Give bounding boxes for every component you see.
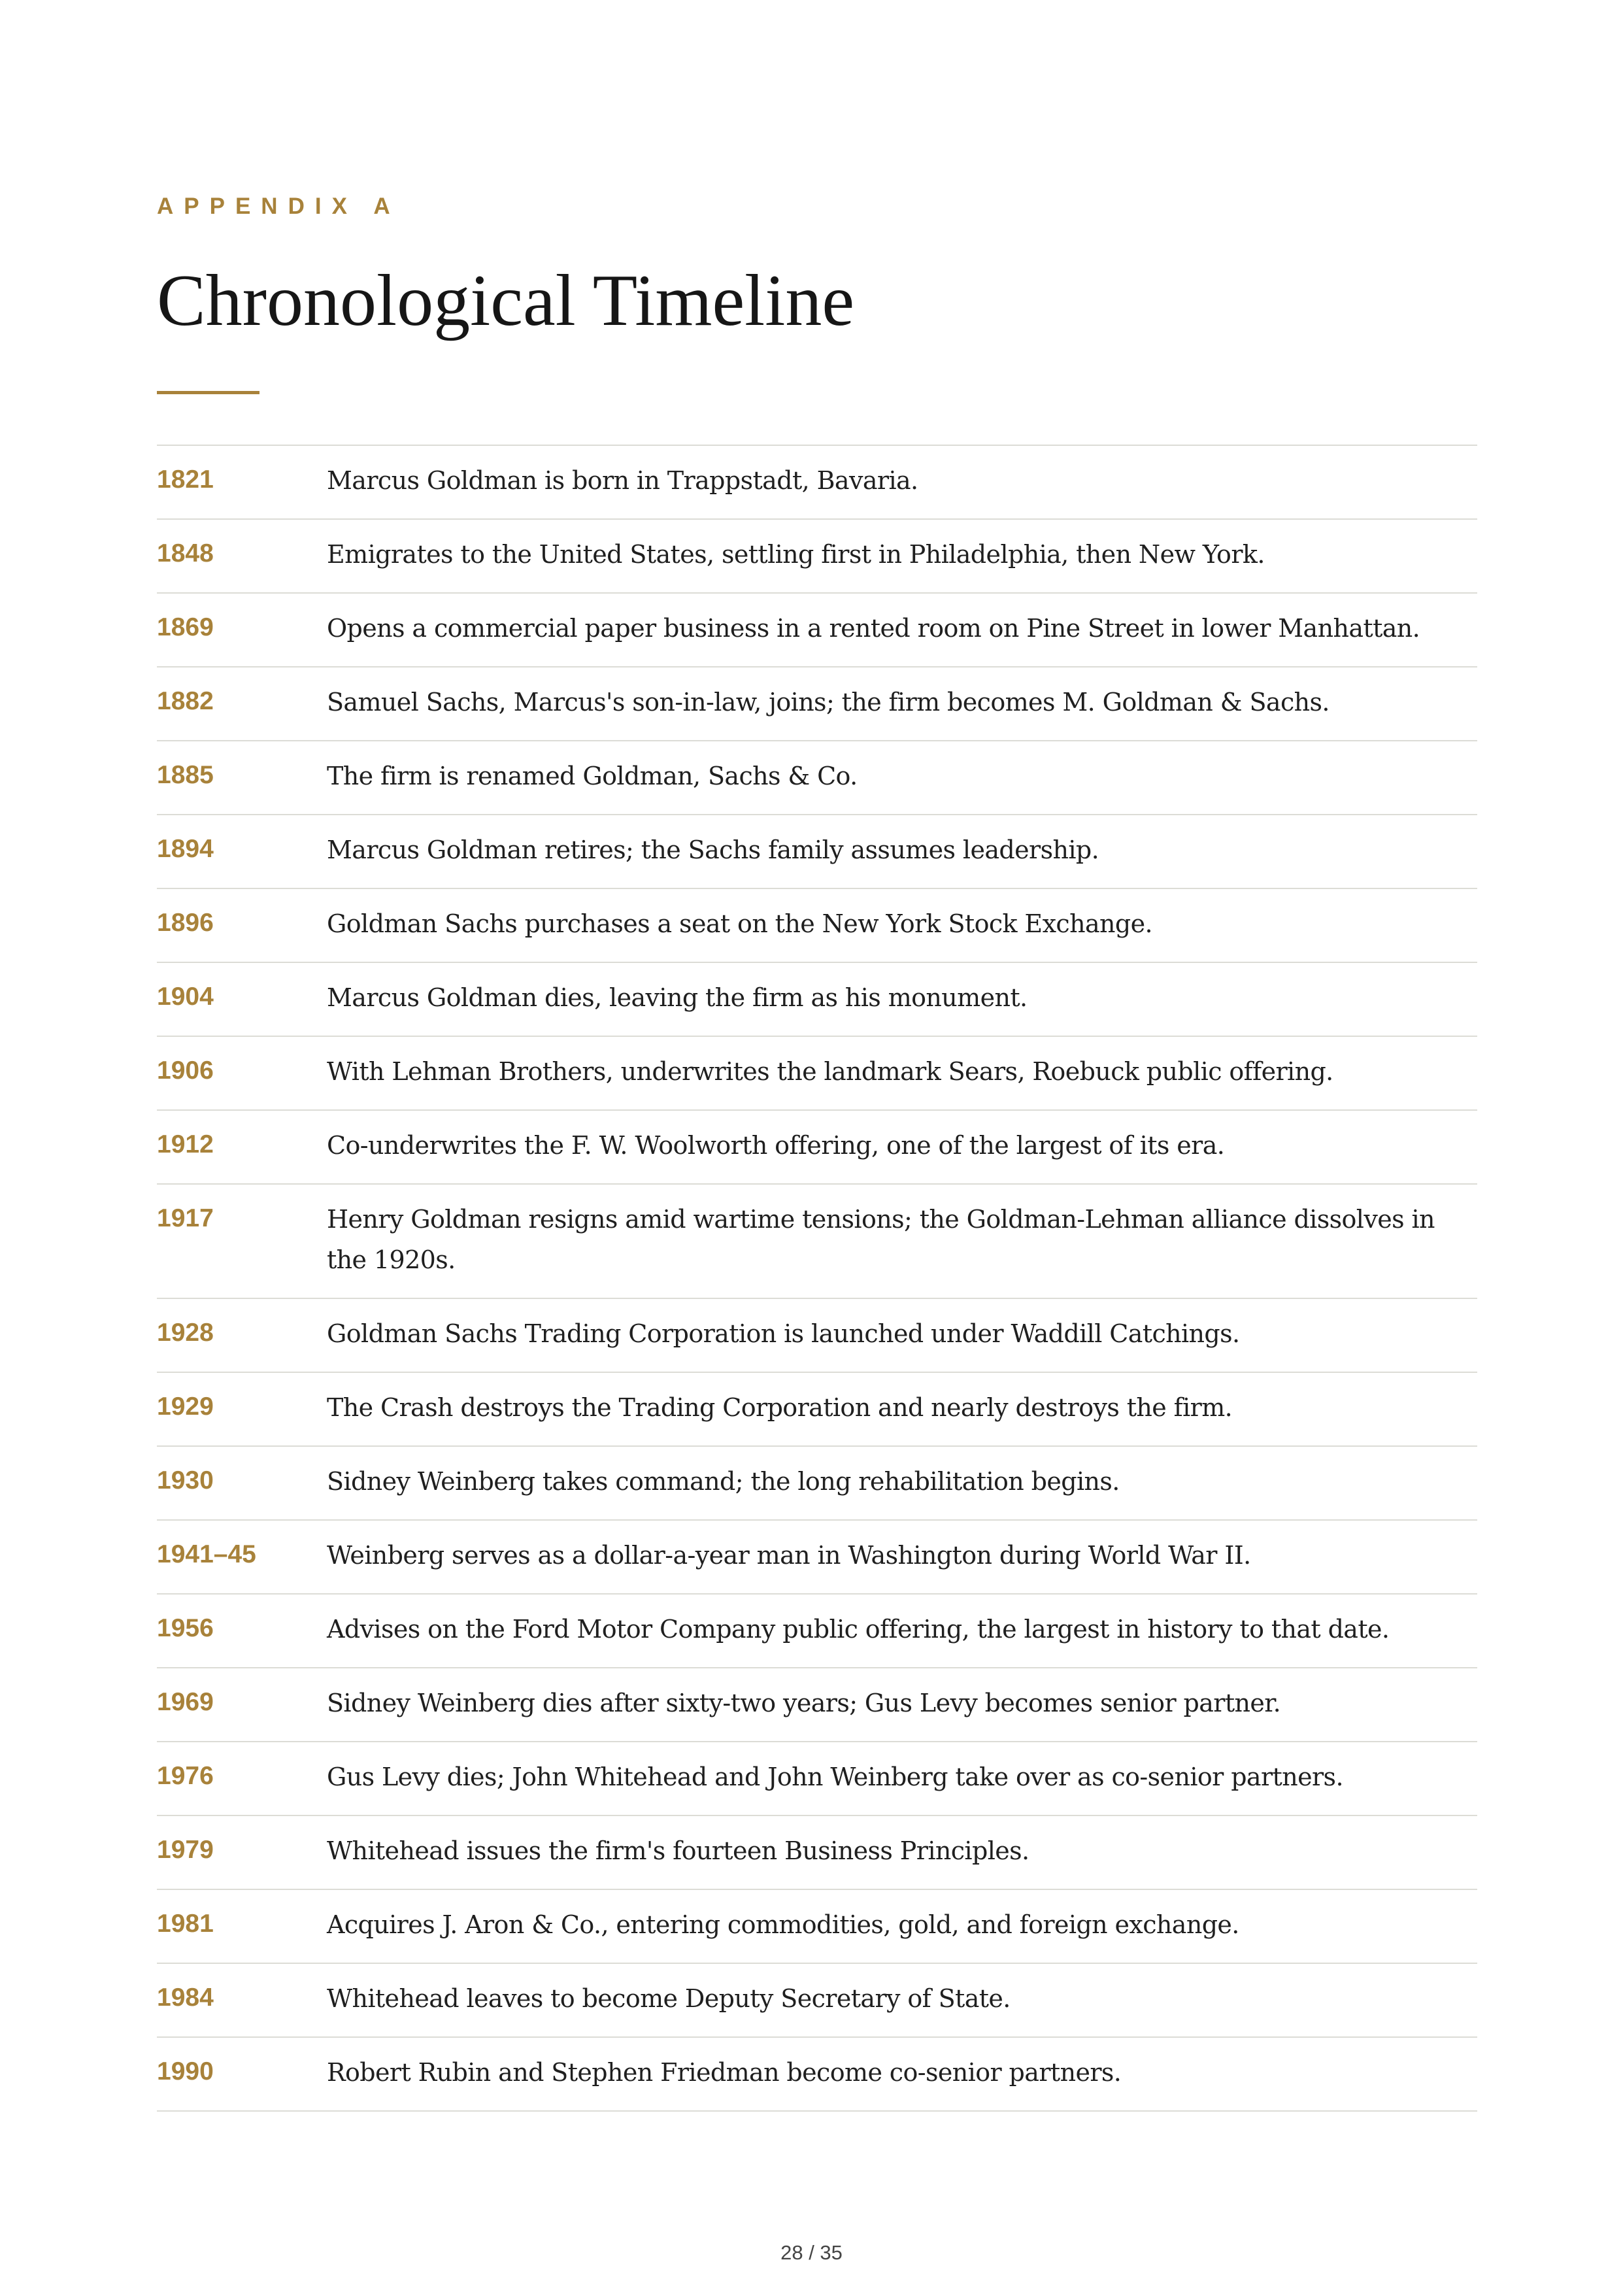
timeline-event: The Crash destroys the Trading Corporation and nearly destroys the firm. — [327, 1393, 1233, 1422]
timeline-row — [157, 815, 1477, 889]
timeline-year: 1984 — [157, 1984, 214, 2012]
timeline-year: 1885 — [157, 761, 214, 789]
title-divider — [157, 391, 259, 394]
timeline-row — [157, 1037, 1477, 1111]
timeline-event: Samuel Sachs, Marcus's son-in-law, joins; the firm becomes M. Goldman & Sachs. — [327, 688, 1330, 717]
timeline-row — [157, 520, 1477, 594]
timeline-event: Sidney Weinberg dies after sixty-two years; Gus Levy becomes senior partner. — [327, 1689, 1281, 1717]
timeline-event: Goldman Sachs Trading Corporation is launched under Waddill Catchings. — [327, 1319, 1240, 1348]
timeline-event: Goldman Sachs purchases a seat on the New York Stock Exchange. — [327, 909, 1152, 938]
timeline-row — [157, 1668, 1477, 1742]
timeline-row — [157, 1299, 1477, 1373]
timeline-table — [157, 445, 1477, 2112]
timeline-row — [157, 1111, 1477, 1185]
timeline-year: 1848 — [157, 539, 214, 567]
timeline-row — [157, 741, 1477, 815]
timeline-event: Robert Rubin and Stephen Friedman become co-senior partners. — [327, 2058, 1122, 2087]
timeline-event: Marcus Goldman is born in Trappstadt, Bavaria. — [327, 466, 918, 495]
timeline-year: 1976 — [157, 1762, 214, 1790]
timeline-event: Co-underwrites the F. W. Woolworth offering, one of the largest of its era. — [327, 1131, 1225, 1160]
timeline-event: Gus Levy dies; John Whitehead and John Weinberg take over as co-senior partners. — [327, 1763, 1343, 1791]
timeline-row — [157, 1447, 1477, 1521]
timeline-row — [157, 1816, 1477, 1890]
timeline-row — [157, 667, 1477, 741]
section-eyebrow: APPENDIX A — [157, 194, 401, 219]
timeline-year: 1821 — [157, 465, 214, 494]
timeline-event: Henry Goldman resigns amid wartime tensions; the Goldman-Lehman alliance dissolves in the 1920s. — [327, 1205, 1435, 1274]
timeline-event: Sidney Weinberg takes command; the long rehabilitation begins. — [327, 1467, 1120, 1496]
timeline-row — [157, 446, 1477, 520]
timeline-row — [157, 1185, 1477, 1299]
timeline-row — [157, 963, 1477, 1037]
timeline-year: 1969 — [157, 1688, 214, 1716]
timeline-year: 1917 — [157, 1204, 214, 1232]
timeline-event: Marcus Goldman dies, leaving the firm as his monument. — [327, 983, 1028, 1012]
timeline-year: 1930 — [157, 1466, 214, 1494]
timeline-year: 1882 — [157, 687, 214, 715]
timeline-event: Whitehead issues the firm's fourteen Business Principles. — [327, 1836, 1029, 1865]
timeline-year: 1990 — [157, 2057, 214, 2085]
timeline-year: 1956 — [157, 1614, 214, 1642]
page-title: Chronological Timeline — [157, 260, 855, 341]
timeline-event: The firm is renamed Goldman, Sachs & Co. — [327, 762, 858, 790]
timeline-year: 1904 — [157, 983, 214, 1011]
timeline-row — [157, 1595, 1477, 1668]
timeline-event: Marcus Goldman retires; the Sachs family assumes leadership. — [327, 836, 1099, 864]
timeline-year: 1869 — [157, 613, 214, 641]
timeline-year: 1979 — [157, 1836, 214, 1864]
timeline-event: Acquires J. Aron & Co., entering commodities, gold, and foreign exchange. — [327, 1910, 1239, 1939]
timeline-year: 1941–45 — [157, 1540, 256, 1568]
timeline-event: Opens a commercial paper business in a rented room on Pine Street in lower Manhattan. — [327, 614, 1420, 643]
timeline-row — [157, 1521, 1477, 1595]
timeline-row — [157, 1373, 1477, 1447]
timeline-year: 1896 — [157, 909, 214, 937]
timeline-row — [157, 889, 1477, 963]
timeline-year: 1912 — [157, 1130, 214, 1158]
timeline-event: Emigrates to the United States, settling first in Philadelphia, then New York. — [327, 540, 1265, 569]
timeline-row — [157, 1742, 1477, 1816]
timeline-event: Advises on the Ford Motor Company public offering, the largest in history to that date. — [327, 1615, 1390, 1644]
timeline-row — [157, 2038, 1477, 2112]
timeline-year: 1894 — [157, 835, 214, 863]
timeline-year: 1906 — [157, 1056, 214, 1085]
timeline-event: Whitehead leaves to become Deputy Secretary of State. — [327, 1984, 1011, 2013]
timeline-year: 1929 — [157, 1393, 214, 1421]
timeline-event: Weinberg serves as a dollar-a-year man in Washington during World War II. — [327, 1541, 1251, 1570]
timeline-year: 1981 — [157, 1910, 214, 1938]
timeline-event: With Lehman Brothers, underwrites the landmark Sears, Roebuck public offering. — [327, 1057, 1333, 1086]
timeline-row — [157, 594, 1477, 667]
page-number: 28 / 35 — [780, 2241, 843, 2264]
timeline-year: 1928 — [157, 1319, 214, 1347]
timeline-row — [157, 1890, 1477, 1964]
timeline-row — [157, 1964, 1477, 2038]
